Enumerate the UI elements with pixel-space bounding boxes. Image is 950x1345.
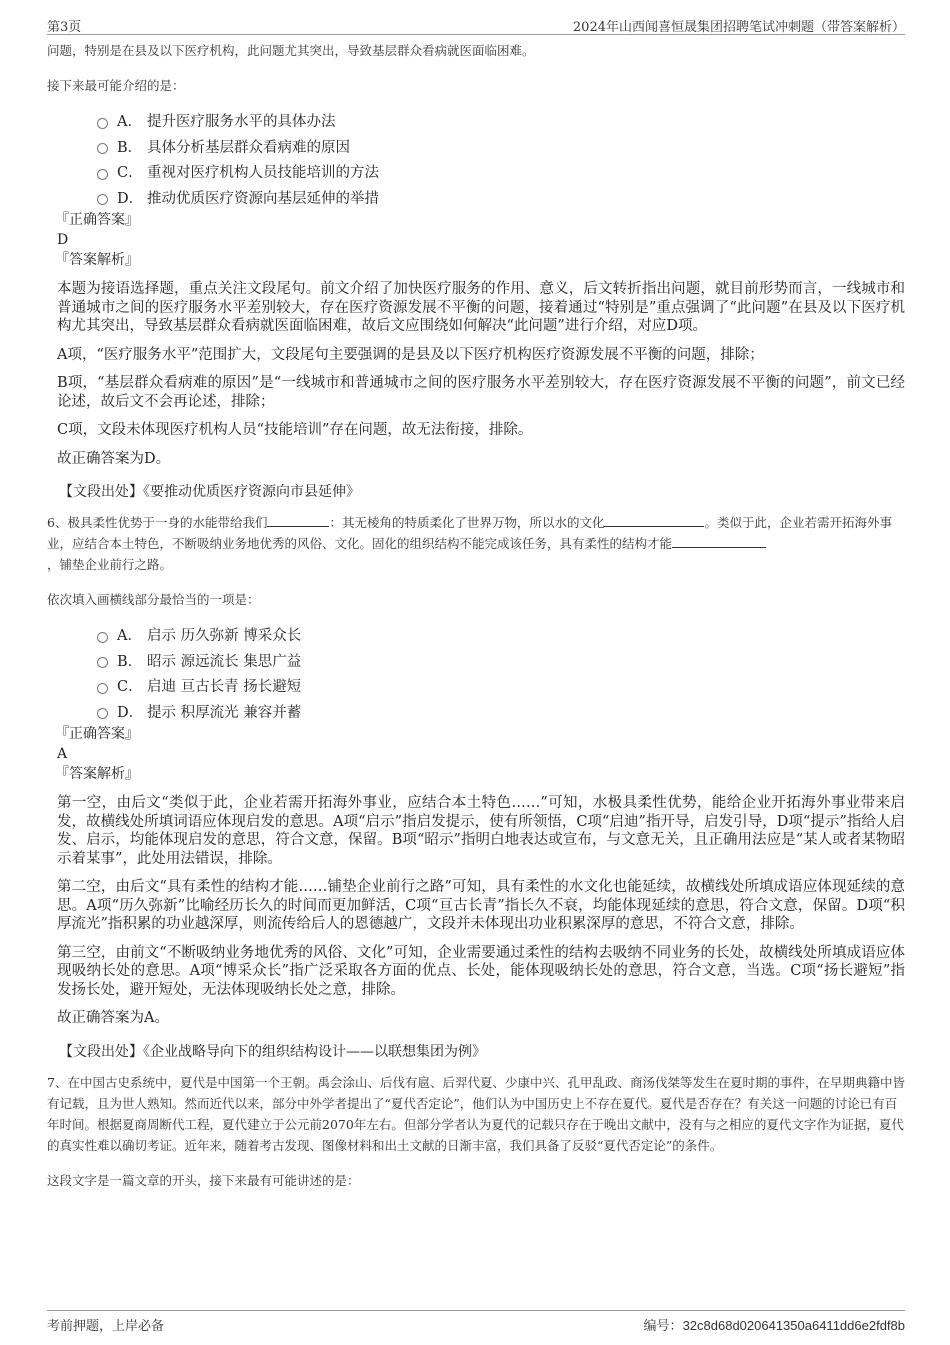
document-code: 编号：32c8d68d020641350a6411dd6e2fdf8b xyxy=(643,1318,905,1334)
page-content xyxy=(47,40,905,1191)
q6-analysis-2: 第二空，由后文“具有柔性的结构才能……铺垫企业前行之路”可知，具有柔性的水文化也能延续，故横线处所填成语应体现延续的意思。A项“历久弥新”比喻经历长久的时间而更加鲜活，C项“亘古长青”指长久不衰，均能体现延续的意思，符合文意，保留。D项“积厚流光”指积累的功业越深厚，则流传给后人的恩德越广，文段并未体现出功业积累深厚的意思，不符合文意，排除。 xyxy=(57,879,905,932)
radio-icon[interactable] xyxy=(97,683,108,694)
radio-icon[interactable] xyxy=(97,118,108,129)
radio-icon[interactable] xyxy=(97,194,108,205)
q5-answer-label: 『正确答案』 xyxy=(55,212,139,228)
q5-analysis-2: A项，“医疗服务水平”范围扩大，文段尾句主要强调的是县及以下医疗机构医疗资源发展不平衡的问题，排除； xyxy=(57,346,764,363)
q7-stem: 7、在中国古史系统中，夏代是中国第一个王朝。禹会涂山、后伐有扈、后羿代夏、少康中兴、孔甲乱政、商汤伐桀等发生在夏时期的事件，在早期典籍中皆有记载，且为世人熟知。然而近代以来，部分中外学者提出了“夏代否定论”，他们认为中国历史上不存在夏代。夏代是否存在？有关这一问题的讨论已有百年时间。根据夏商周断代工程，夏代建立于公元前2070年左右。但部分学者认为夏代的记载只存在于晚出文献中，没有与之相应的夏代文字作为证据，夏代的真实性难以确切考证。近年来，随着考古发现、图像材料和出土文献的日渐丰富，我们具备了反驳“夏代否定论”的条件。 xyxy=(47,1074,905,1153)
q6-options xyxy=(97,622,905,724)
radio-icon[interactable] xyxy=(97,143,108,154)
q5-prompt: 接下来最可能介绍的是： xyxy=(47,78,185,93)
q6-option-a[interactable]: A． 启示 历久弥新 博采众长 xyxy=(97,622,905,648)
page-header xyxy=(47,14,905,35)
q6-answer: A xyxy=(57,746,68,762)
radio-icon[interactable] xyxy=(97,632,108,643)
q6-stem: 6、极具柔性优势于一身的水能带给我们 ：其无棱角的特质柔化了世界万物，所以水的文化 。类似于此，企业若需开拓海外事业，应结合本土特色，不断吸纳业务地优秀的风俗、文化。固化的组织结构不能完成该任务，具有柔性的结构才能 ，铺垫企业前行之路。 xyxy=(47,515,892,572)
q6-analysis-1: 第一空，由后文“类似于此，企业若需开拓海外事业，应结合本土特色……”可知，水极具柔性优势，能给企业开拓海外事业带来启发，故横线处所填词语应体现启发的意思。A项“启示”指启发提示，使有所领悟，C项“启迪”指开导，启发引导，D项“提示”指给人启发、启示，均能体现启发的意思，符合文意，保留。B项“昭示”指明白地表达或宣布，与文意无关，且正确用法应是“某人或者某物昭示着某事”，此处用法错误，排除。 xyxy=(57,795,905,867)
q6-option-d[interactable]: D． 提示 积厚流光 兼容并蓄 xyxy=(97,699,905,725)
q6-answer-label: 『正确答案』 xyxy=(55,726,139,742)
q6-analysis-4: 故正确答案为A。 xyxy=(57,1010,169,1026)
q5-option-d[interactable]: D． 推动优质医疗资源向基层延伸的举措 xyxy=(97,185,905,211)
page-number: 第3页 xyxy=(47,20,82,35)
q6-option-c[interactable]: C． 启迪 亘古长青 扬长避短 xyxy=(97,673,905,699)
q5-answer: D xyxy=(57,232,69,248)
q5-analysis-3: B项，“基层群众看病难的原因”是“一线城市和普通城市之间的医疗服务水平差别较大，存在医疗资源发展不平衡的问题”，前文已经论述，故后文不会再论述，排除； xyxy=(57,375,905,410)
radio-icon[interactable] xyxy=(97,657,108,668)
q5-analysis-4: C项，文段未体现医疗机构人员“技能培训”存在问题，故无法衔接，排除。 xyxy=(57,422,533,438)
q6-analysis-label: 『答案解析』 xyxy=(55,766,139,782)
blank-3 xyxy=(672,535,766,548)
q5-option-c[interactable]: C． 重视对医疗机构人员技能培训的方法 xyxy=(97,159,905,185)
q5-analysis-label: 『答案解析』 xyxy=(55,252,139,268)
radio-icon[interactable] xyxy=(97,169,108,180)
q7-prompt: 这段文字是一篇文章的开头，接下来最有可能讲述的是： xyxy=(47,1172,360,1188)
q6-option-b[interactable]: B． 昭示 源远流长 集思广益 xyxy=(97,648,905,674)
q5-analysis-1: 本题为接语选择题，重点关注文段尾句。前文介绍了加快医疗服务的作用、意义，后文转折指出问题，就目前形势而言，一线城市和普通城市之间的医疗服务水平差别较大，存在医疗资源发展不平衡的问题，接着通过“特别是”重点强调了“此问题”在县及以下医疗机构尤其突出，导致基层群众看病就医面临困难，故后文应围绕如何解决“此问题”进行介绍，对应D项。 xyxy=(57,281,905,334)
radio-icon[interactable] xyxy=(97,708,108,719)
q5-source: 【文段出处】《要推动优质医疗资源向市县延伸》 xyxy=(59,484,360,500)
q5-option-b[interactable]: B． 具体分析基层群众看病难的原因 xyxy=(97,134,905,160)
blank-2 xyxy=(604,514,704,527)
document-title: 2024年山西闻喜恒晟集团招聘笔试冲刺题（带答案解析） xyxy=(572,20,905,35)
q6-source: 【文段出处】《企业战略导向下的组织结构设计——以联想集团为例》 xyxy=(59,1043,486,1060)
q6-analysis-3: 第三空，由前文“不断吸纳业务地优秀的风俗、文化”可知，企业需要通过柔性的结构去吸纳不同业务的长处，故横线处所填成语应体现吸纳长处的意思。A项“博采众长”指广泛采取各方面的优点、长处，能体现吸纳长处的意思，符合文意，当选。C项“扬长避短”指发扬长处，避开短处，无法体现吸纳长处之意，排除。 xyxy=(57,944,905,998)
footer-slogan: 考前押题，上岸必备 xyxy=(47,1319,165,1334)
q5-analysis-5: 故正确答案为D。 xyxy=(57,450,171,467)
q5-options xyxy=(97,108,905,210)
page-footer xyxy=(47,1310,905,1334)
q6-prompt: 依次填入画横线部分最恰当的一项是： xyxy=(47,592,260,607)
q5-option-a[interactable]: A． 提升医疗服务水平的具体办法 xyxy=(97,108,905,134)
q5-stem-tail: 问题，特别是在县及以下医疗机构，此问题尤其突出，导致基层群众看病就医面临困难。 xyxy=(47,43,535,58)
blank-1 xyxy=(267,514,329,527)
